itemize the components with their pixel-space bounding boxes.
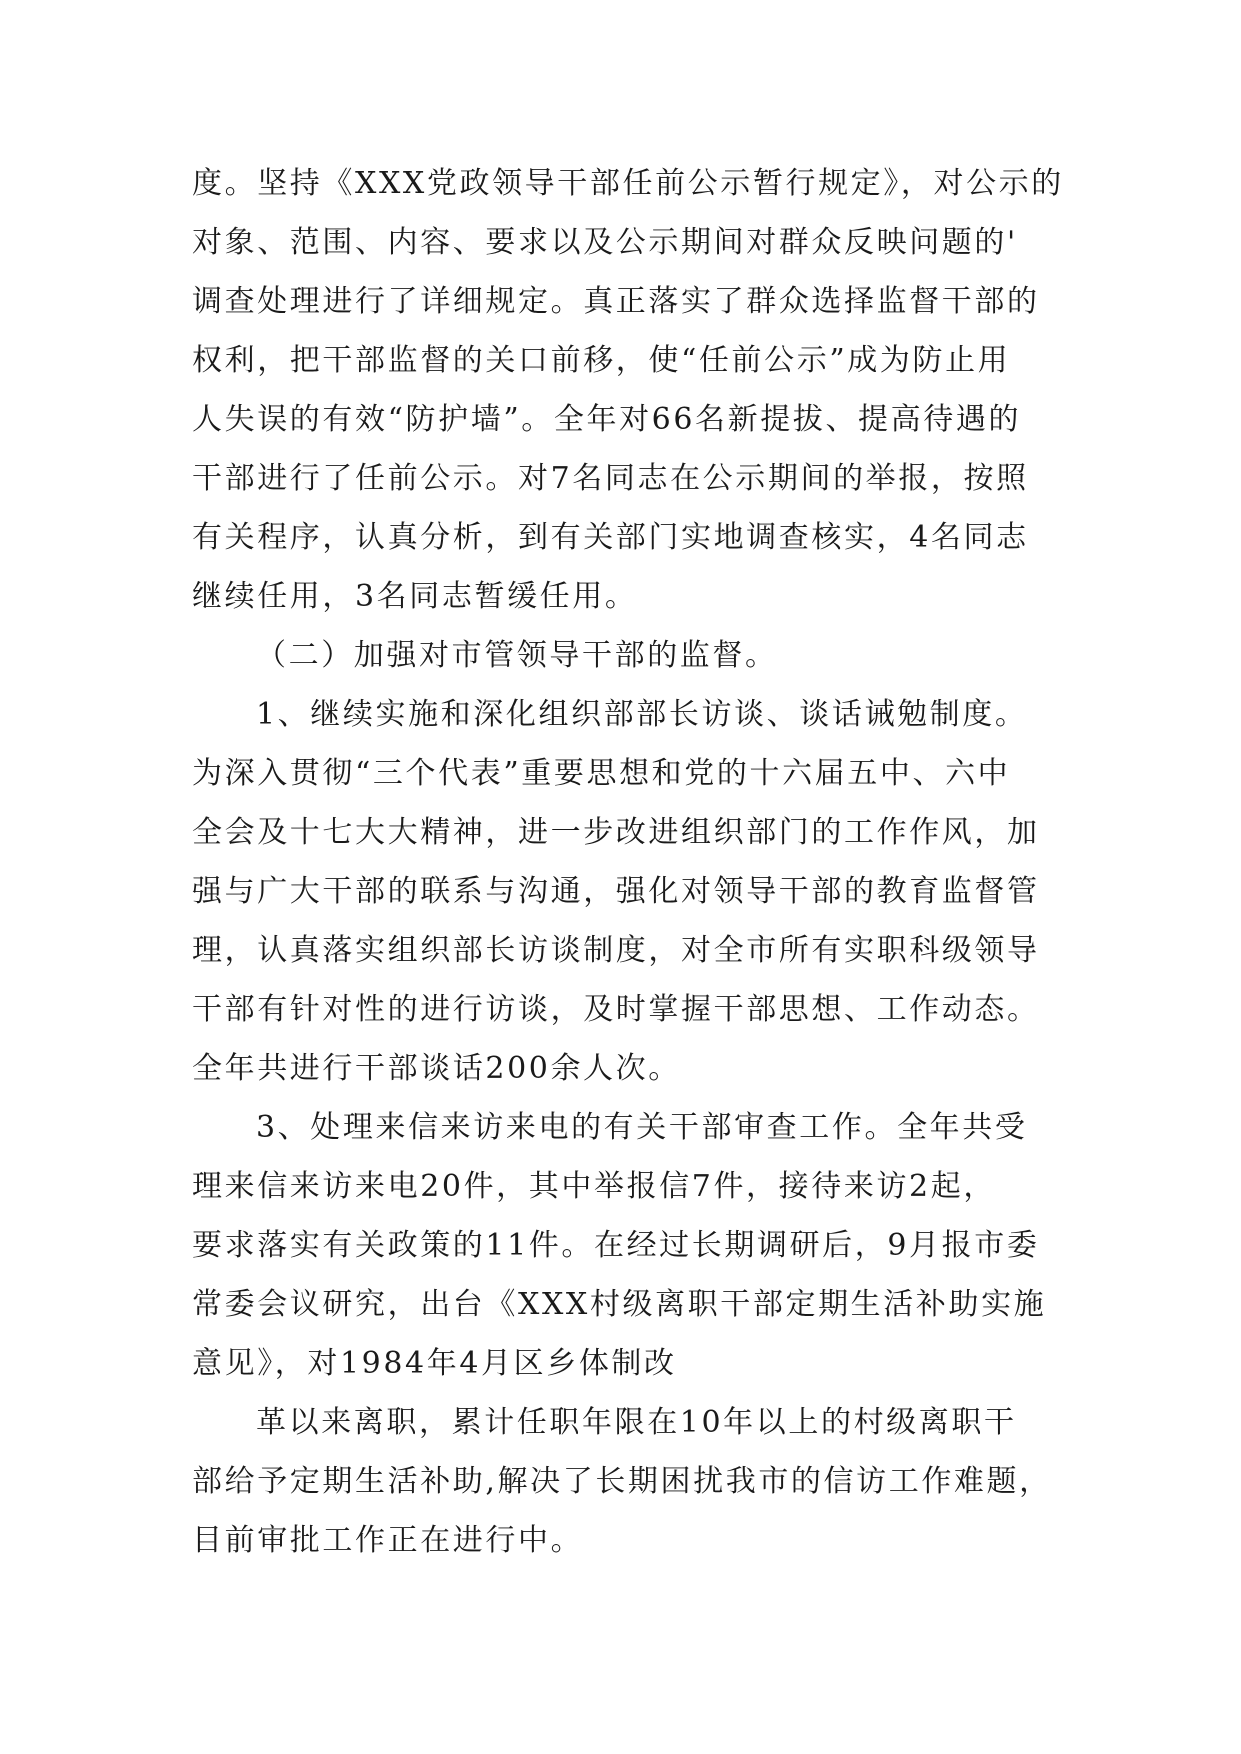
text-line: 干部有针对性的进行访谈，及时掌握干部思想、工作动态。: [192, 992, 1040, 1027]
paragraph: [192, 685, 1062, 1098]
paragraph: [192, 1098, 1062, 1393]
text-line: 意见》，对1984年4月区乡体制改: [192, 1346, 677, 1381]
text-line: 对象、范围、内容、要求以及公示期间对群众反映问题的': [192, 225, 1018, 260]
text-line: 继续任用，3名同志暂缓任用。: [192, 579, 638, 614]
text-line: 常委会议研究，出台《XXX村级离职干部定期生活补助实施: [192, 1287, 1047, 1322]
text-line: 理，认真落实组织部长访谈制度，对全市所有实职科级领导: [192, 933, 1040, 968]
paragraph: [192, 154, 1062, 626]
text-line: 要求落实有关政策的11件。在经过长期调研后，9月报市委: [192, 1228, 1040, 1263]
text-line: 革以来离职，累计任职年限在10年以上的村级离职干: [256, 1405, 1017, 1440]
document-body: [192, 154, 1062, 1570]
paragraph: [192, 1393, 1062, 1570]
text-line: 理来信来访来电20件，其中举报信7件，接待来访2起，: [192, 1169, 996, 1204]
text-line: 调查处理进行了详细规定。真正落实了群众选择监督干部的: [192, 284, 1040, 319]
text-line: 干部进行了任前公示。对7名同志在公示期间的举报，按照: [192, 461, 1029, 496]
text-line: 全会及十七大大精神，进一步改进组织部门的工作作风，加: [192, 815, 1040, 850]
text-line: 有关程序，认真分析，到有关部门实地调查核实，4名同志: [192, 520, 1029, 555]
section-heading: [192, 626, 1062, 685]
text-line: 权利，把干部监督的关口前移，使“任前公示”成为防止用: [192, 343, 1011, 378]
text-line: 1、继续实施和深化组织部部长访谈、谈话诫勉制度。: [256, 697, 1028, 732]
text-line: 人失误的有效“防护墙”。全年对66名新提拔、提高待遇的: [192, 402, 1022, 437]
text-line: （二）加强对市管领导干部的监督。: [256, 638, 778, 673]
text-line: 为深入贯彻“三个代表”重要思想和党的十六届五中、六中: [192, 756, 1011, 791]
text-line: 强与广大干部的联系与沟通，强化对领导干部的教育监督管: [192, 874, 1040, 909]
text-line: 3、处理来信来访来电的有关干部审查工作。全年共受: [256, 1110, 1028, 1145]
text-line: 目前审批工作正在进行中。: [192, 1523, 584, 1558]
text-line: 全年共进行干部谈话200余人次。: [192, 1051, 681, 1086]
text-line: 部给予定期生活补助,解决了长期困扰我市的信访工作难题，: [192, 1464, 1052, 1499]
text-line: 度。坚持《XXX党政领导干部任前公示暂行规定》，对公示的: [192, 166, 1064, 201]
